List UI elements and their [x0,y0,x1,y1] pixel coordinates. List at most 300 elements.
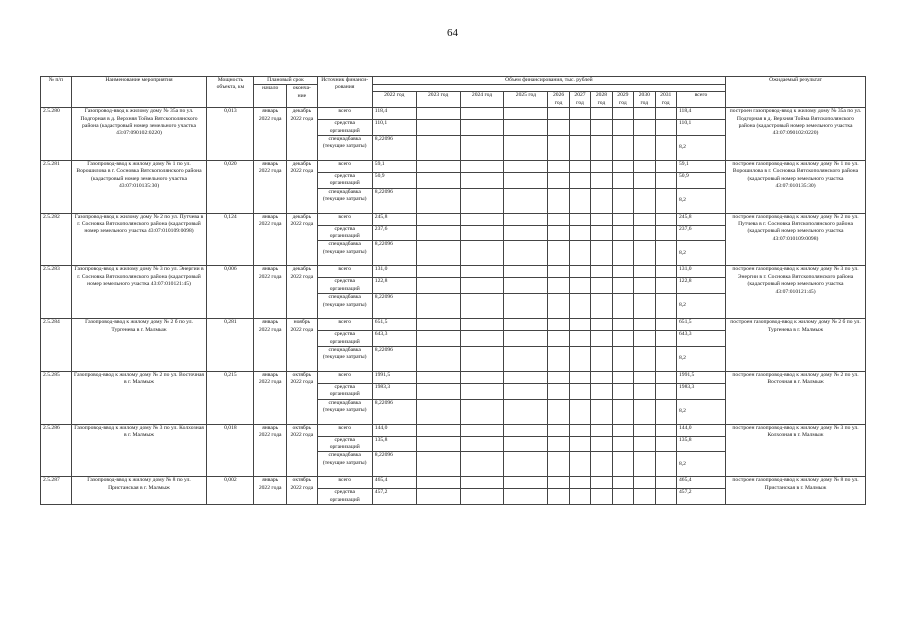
table-row [41,477,866,489]
year-cell [612,135,633,160]
row-result: построен газопровод-ввод к жилому дому № 35а по ул. Подгорная в д. Верхняя Тойма Вятскополянского района (кадастровый номер земельного участка 43:07:090102:0220) [726,108,866,161]
source-all: всего [317,371,372,383]
year-cell [569,278,590,294]
year-cell [504,266,548,278]
year-cell [612,436,633,452]
year-cell [569,225,590,241]
year-cell [416,172,460,188]
source-all: всего [317,160,372,172]
year-cell [655,160,676,172]
year-cell [591,477,612,489]
row-end: декабрь 2022 года [287,108,318,161]
value-2022: 110,1 [372,120,416,136]
row-power: 0,020 [207,160,254,213]
year-cell [416,424,460,436]
year-cell [655,399,676,424]
table-row [41,371,866,383]
row-end: октябрь 2022 года [287,371,318,424]
header-name: Наименование мероприятия [71,77,207,108]
year-cell [634,383,655,399]
row-power: 0,002 [207,477,254,505]
year-cell [460,213,504,225]
year-cell [548,436,569,452]
year-cell [634,266,655,278]
year-cell [634,213,655,225]
row-name: Газопровод-ввод к жилому дому № 2 б по ул. Тургенева в г. Малмыж [71,319,207,372]
year-cell [591,319,612,331]
year-cell [416,108,460,120]
table-row [41,213,866,225]
year-cell [634,120,655,136]
table-body [41,108,866,505]
source-special: спецнадбавка (текущие затраты) [317,452,372,477]
value-2022: 8,22096 [372,241,416,266]
year-cell [612,346,633,371]
value-total: 651,5 [676,319,725,331]
year-cell [655,436,676,452]
year-cell [591,241,612,266]
year-cell [548,399,569,424]
row-start: январь 2022 года [254,108,287,161]
row-name: Газопровод-ввод к жилому дому № 35а по ул. Подгорная в д. Верхняя Тойма Вятскополянского района (кадастровый номер земельного участка 43:07:090102:0220) [71,108,207,161]
row-end: октябрь 2022 года [287,424,318,477]
year-cell [504,477,548,489]
year-cell [504,294,548,319]
value-2022: 131,0 [372,266,416,278]
year-cell [504,278,548,294]
row-name: Газопровод-ввод к жилому дому № 2 по ул. Восточная в г. Малмыж [71,371,207,424]
value-total: 144,0 [676,424,725,436]
year-cell [460,120,504,136]
year-cell [504,371,548,383]
year-cell [591,346,612,371]
row-num: 2.5.282 [41,213,72,266]
year-cell [591,225,612,241]
row-num: 2.5.281 [41,160,72,213]
year-cell [591,108,612,120]
source-special: спецнадбавка (текущие затраты) [317,346,372,371]
year-cell [548,135,569,160]
year-cell [460,294,504,319]
row-num: 2.5.287 [41,477,72,505]
year-cell [416,452,460,477]
year-cell [416,225,460,241]
value-2022: 651,5 [372,319,416,331]
year-cell [569,160,590,172]
year-cell [634,135,655,160]
year-cell [655,213,676,225]
value-2022: 1991,5 [372,371,416,383]
value-total: 8,2 [676,452,725,477]
year-cell [655,452,676,477]
year-cell [416,188,460,213]
row-start: январь 2022 года [254,371,287,424]
row-end: декабрь 2022 года [287,266,318,319]
value-total: 1991,5 [676,371,725,383]
year-cell [460,135,504,160]
header-year: 2028 год [591,92,612,108]
year-cell [569,188,590,213]
year-cell [591,278,612,294]
value-2022: 457,2 [372,489,416,505]
value-total: 59,1 [676,160,725,172]
year-cell [416,331,460,347]
year-cell [504,346,548,371]
year-cell [416,135,460,160]
year-cell [612,188,633,213]
value-2022: 135,8 [372,436,416,452]
year-cell [634,225,655,241]
value-total: 122,8 [676,278,725,294]
source-org: средства организаций [317,331,372,347]
year-cell [460,477,504,489]
year-cell [548,319,569,331]
header-year: 2026 год [548,92,569,108]
year-cell [655,266,676,278]
year-cell [460,266,504,278]
year-cell [591,452,612,477]
year-cell [655,241,676,266]
year-cell [460,160,504,172]
row-end: декабрь 2022 года [287,160,318,213]
value-2022: 50,9 [372,172,416,188]
financing-table [40,76,866,505]
year-cell [612,371,633,383]
row-result: построен газопровод-ввод к жилому дому № 2 по ул. Восточная в г. Малмыж [726,371,866,424]
year-cell [634,108,655,120]
row-start: январь 2022 года [254,319,287,372]
source-org: средства организаций [317,489,372,505]
value-2022: 1983,3 [372,383,416,399]
year-cell [416,399,460,424]
year-cell [634,452,655,477]
row-result: построен газопровод-ввод к жилому дому № 3 по ул. Колхозная в г. Малмыж [726,424,866,477]
year-cell [612,452,633,477]
header-year: 2031 год [655,92,676,108]
year-cell [416,477,460,489]
year-cell [569,266,590,278]
value-total: 465,4 [676,477,725,489]
year-cell [416,213,460,225]
row-power: 0,013 [207,108,254,161]
source-org: средства организаций [317,383,372,399]
value-total: 131,0 [676,266,725,278]
value-2022: 8,22096 [372,452,416,477]
value-2022: 8,22096 [372,346,416,371]
year-cell [634,319,655,331]
value-2022: 122,8 [372,278,416,294]
value-total: 118,4 [676,108,725,120]
year-cell [569,371,590,383]
year-cell [569,172,590,188]
row-end: декабрь 2022 года [287,213,318,266]
year-cell [548,120,569,136]
source-special: спецнадбавка (текущие затраты) [317,294,372,319]
year-cell [591,213,612,225]
year-cell [416,294,460,319]
year-cell [612,477,633,489]
year-cell [548,266,569,278]
year-cell [460,436,504,452]
row-result: построен газопровод-ввод к жилому дому № 8 по ул. Пристанская в г. Малмыж [726,477,866,505]
year-cell [655,120,676,136]
row-start: январь 2022 года [254,160,287,213]
page-number: 64 [447,27,458,39]
year-cell [460,331,504,347]
year-cell [548,489,569,505]
value-2022: 8,22096 [372,188,416,213]
year-cell [460,241,504,266]
year-cell [416,241,460,266]
source-all: всего [317,477,372,489]
value-total: 8,2 [676,346,725,371]
year-cell [569,436,590,452]
source-special: спецнадбавка (текущие затраты) [317,135,372,160]
year-cell [569,120,590,136]
header-term: Плановый срок [254,77,317,85]
year-cell [591,135,612,160]
source-org: средства организаций [317,225,372,241]
year-cell [591,120,612,136]
year-cell [591,294,612,319]
year-cell [591,371,612,383]
value-total: 8,2 [676,135,725,160]
value-2022: 643,3 [372,331,416,347]
year-cell [569,135,590,160]
year-cell [569,213,590,225]
value-2022: 118,4 [372,108,416,120]
value-total: 8,2 [676,241,725,266]
value-2022: 144,0 [372,424,416,436]
year-cell [416,278,460,294]
year-cell [416,371,460,383]
year-cell [504,188,548,213]
year-cell [569,424,590,436]
year-cell [504,160,548,172]
value-2022: 8,22096 [372,135,416,160]
row-num: 2.5.285 [41,371,72,424]
year-cell [612,213,633,225]
year-cell [634,331,655,347]
year-cell [612,489,633,505]
row-power: 0,006 [207,266,254,319]
header-total: всего [676,92,725,108]
year-cell [504,383,548,399]
year-cell [591,188,612,213]
year-cell [612,331,633,347]
year-cell [634,399,655,424]
header-year: 2029 год [612,92,633,108]
row-name: Газопровод-ввод к жилому дому № 3 по ул. Энергии в г. Сосновка Вятскополянского района (кадастровый номер земельного участка 43:07:010121:45) [71,266,207,319]
value-total: 110,1 [676,120,725,136]
year-cell [460,188,504,213]
year-cell [504,213,548,225]
year-cell [504,399,548,424]
source-org: средства организаций [317,120,372,136]
year-cell [612,424,633,436]
row-start: январь 2022 года [254,266,287,319]
year-cell [548,172,569,188]
year-cell [548,331,569,347]
year-cell [548,108,569,120]
row-power: 0,018 [207,424,254,477]
year-cell [548,188,569,213]
year-cell [548,383,569,399]
header-year: 2030 год [634,92,655,108]
year-cell [612,120,633,136]
year-cell [416,346,460,371]
value-total: 50,9 [676,172,725,188]
year-cell [548,213,569,225]
source-all: всего [317,319,372,331]
year-cell [460,319,504,331]
year-cell [591,436,612,452]
value-total: 8,2 [676,399,725,424]
year-cell [569,489,590,505]
year-cell [416,383,460,399]
year-cell [504,436,548,452]
year-cell [612,266,633,278]
year-cell [416,160,460,172]
year-cell [548,346,569,371]
year-cell [655,108,676,120]
row-result: построен газопровод-ввод к жилому дому № 3 по ул. Энергии в г. Сосновка Вятскополянского района (кадастровый номер земельного участка 43:07:010121:45) [726,266,866,319]
year-cell [504,172,548,188]
year-cell [591,266,612,278]
table-row [41,424,866,436]
header-num: № п/п [41,77,72,108]
source-special: спецнадбавка (текущие затраты) [317,241,372,266]
value-2022: 8,22096 [372,294,416,319]
year-cell [612,160,633,172]
year-cell [416,489,460,505]
year-cell [504,331,548,347]
year-cell [655,278,676,294]
row-power: 0,215 [207,371,254,424]
value-total: 8,2 [676,294,725,319]
year-cell [634,188,655,213]
year-cell [569,452,590,477]
row-name: Газопровод-ввод к жилому дому № 1 по ул. Ворошилова в г. Сосновка Вятскополянского района (кадастровый номер земельного участка 43:07:010135:30) [71,160,207,213]
row-name: Газопровод-ввод к жилому дому № 2 по ул. Путчева в г. Сосновка Вятскополянского района (кадастровый номер земельного участка 43:07:010109:0098) [71,213,207,266]
year-cell [634,241,655,266]
year-cell [591,424,612,436]
year-cell [612,108,633,120]
table-row [41,319,866,331]
year-cell [612,172,633,188]
year-cell [612,294,633,319]
year-cell [655,383,676,399]
table-header [41,77,866,108]
header-end: оконча-ние [287,85,318,108]
year-cell [569,477,590,489]
year-cell [634,294,655,319]
year-cell [416,120,460,136]
year-cell [416,266,460,278]
header-year: 2027 год [569,92,590,108]
year-cell [634,172,655,188]
year-cell [416,436,460,452]
year-cell [460,452,504,477]
year-cell [548,452,569,477]
row-result: построен газопровод-ввод к жилому дому № 1 по ул. Ворошилова в г. Сосновка Вятскополянского района (кадастровый номер земельного участка 43:07:010135:30) [726,160,866,213]
header-result: Ожидаемый результат [726,77,866,108]
year-cell [569,108,590,120]
year-cell [655,319,676,331]
year-cell [460,371,504,383]
year-cell [655,477,676,489]
table-row [41,266,866,278]
source-all: всего [317,266,372,278]
header-start: начало [254,85,287,108]
row-start: январь 2022 года [254,424,287,477]
year-cell [569,319,590,331]
row-result: построен газопровод-ввод к жилому дому № 2 б по ул. Тургенева в г. Малмыж [726,319,866,372]
year-cell [460,424,504,436]
year-cell [569,346,590,371]
row-result: построен газопровод-ввод к жилому дому № 2 по ул. Путчева в г. Сосновка Вятскополянского района (кадастровый номер земельного участка 43:07:010109:0098) [726,213,866,266]
year-cell [504,225,548,241]
value-2022: 465,4 [372,477,416,489]
header-power: Мощность объекта, км [207,77,254,108]
year-cell [504,241,548,266]
year-cell [591,399,612,424]
year-cell [548,278,569,294]
year-cell [634,477,655,489]
year-cell [591,331,612,347]
year-cell [504,424,548,436]
year-cell [548,225,569,241]
year-cell [569,331,590,347]
year-cell [548,294,569,319]
year-cell [655,135,676,160]
value-total: 237,6 [676,225,725,241]
source-org: средства организаций [317,172,372,188]
year-cell [655,371,676,383]
year-cell [569,383,590,399]
year-cell [655,188,676,213]
year-cell [548,477,569,489]
year-cell [460,346,504,371]
row-start: январь 2022 года [254,213,287,266]
year-cell [655,489,676,505]
row-name: Газопровод-ввод к жилому дому № 8 по ул. Пристанская в г. Малмыж [71,477,207,505]
row-end: октябрь 2022 года [287,477,318,505]
year-cell [591,489,612,505]
year-cell [612,383,633,399]
header-year: 2025 год [504,92,548,108]
value-total: 1983,3 [676,383,725,399]
source-all: всего [317,108,372,120]
year-cell [548,241,569,266]
year-cell [634,278,655,294]
row-num: 2.5.283 [41,266,72,319]
year-cell [612,399,633,424]
value-total: 457,2 [676,489,725,505]
year-cell [612,241,633,266]
year-cell [504,452,548,477]
row-num: 2.5.284 [41,319,72,372]
year-cell [634,160,655,172]
source-all: всего [317,424,372,436]
year-cell [460,399,504,424]
header-year: 2024 год [460,92,504,108]
header-source: Источник финанси-рования [317,77,372,108]
year-cell [504,319,548,331]
value-total: 8,2 [676,188,725,213]
table-row [41,160,866,172]
year-cell [504,120,548,136]
